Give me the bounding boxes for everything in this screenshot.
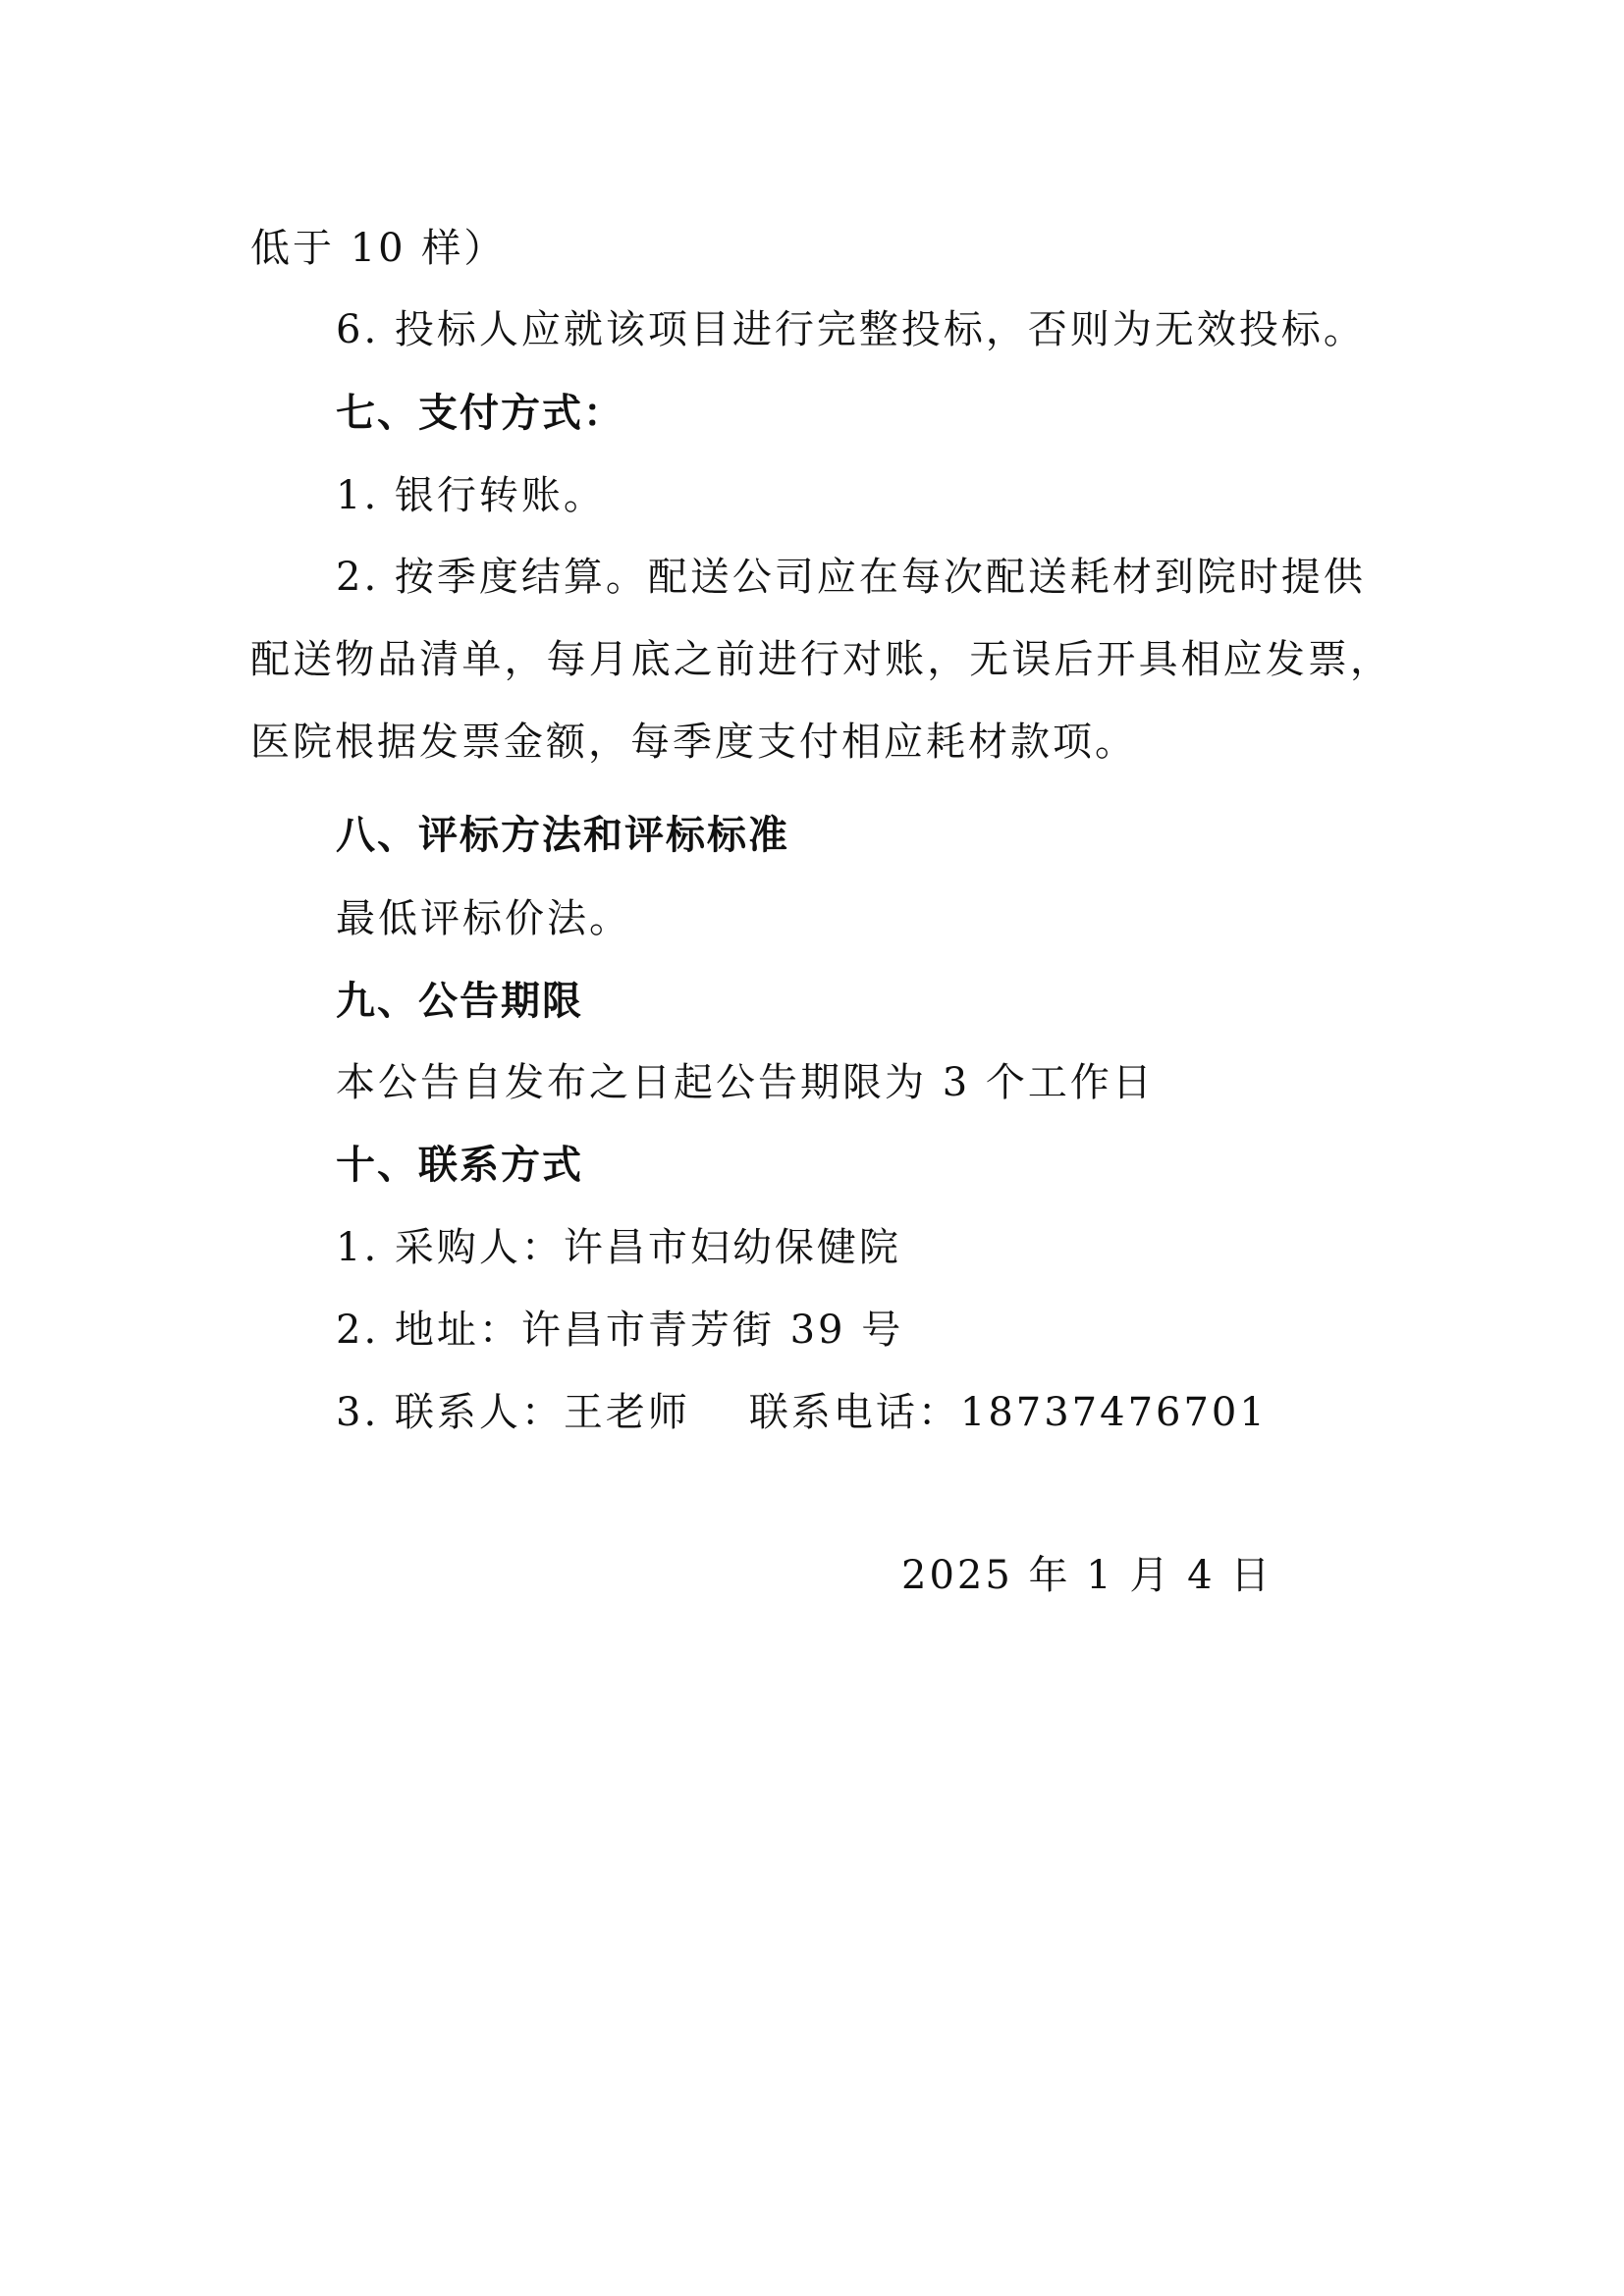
payment-item-2-line-3: 医院根据发票金额，每季度支付相应耗材款项。	[250, 720, 1137, 765]
contact-line	[336, 1388, 1268, 1437]
section8-heading: 八、评标方法和评标标准	[336, 813, 789, 858]
payment-item-2-line-2: 配送物品清单，每月底之前进行对账，无误后开具相应发票，	[250, 637, 1389, 682]
evaluation-method: 最低评标价法。	[336, 896, 631, 941]
item-6-text: 6. 投标人应就该项目进行完整投标，否则为无效投标。	[336, 307, 1366, 352]
contact-phone: 联系电话：18737476701	[748, 1390, 1268, 1435]
payment-item-1: 1. 银行转账。	[336, 473, 606, 518]
address-line: 2. 地址：许昌市青芳街 39 号	[336, 1308, 904, 1353]
section10-heading: 十、联系方式	[336, 1143, 583, 1188]
section7-heading: 七、支付方式：	[336, 391, 624, 436]
notice-period: 本公告自发布之日起公告期限为 3 个工作日	[336, 1060, 1155, 1105]
payment-item-2-line-1: 2. 按季度结算。配送公司应在每次配送耗材到院时提供	[336, 555, 1366, 600]
section6-continuation: 低于 10 样）	[250, 226, 507, 271]
contact-person: 3. 联系人：王老师	[336, 1390, 690, 1435]
document-date: 2025 年 1 月 4 日	[901, 1553, 1273, 1598]
purchaser-line: 1. 采购人：许昌市妇幼保健院	[336, 1225, 901, 1270]
section9-heading: 九、公告期限	[336, 979, 583, 1024]
